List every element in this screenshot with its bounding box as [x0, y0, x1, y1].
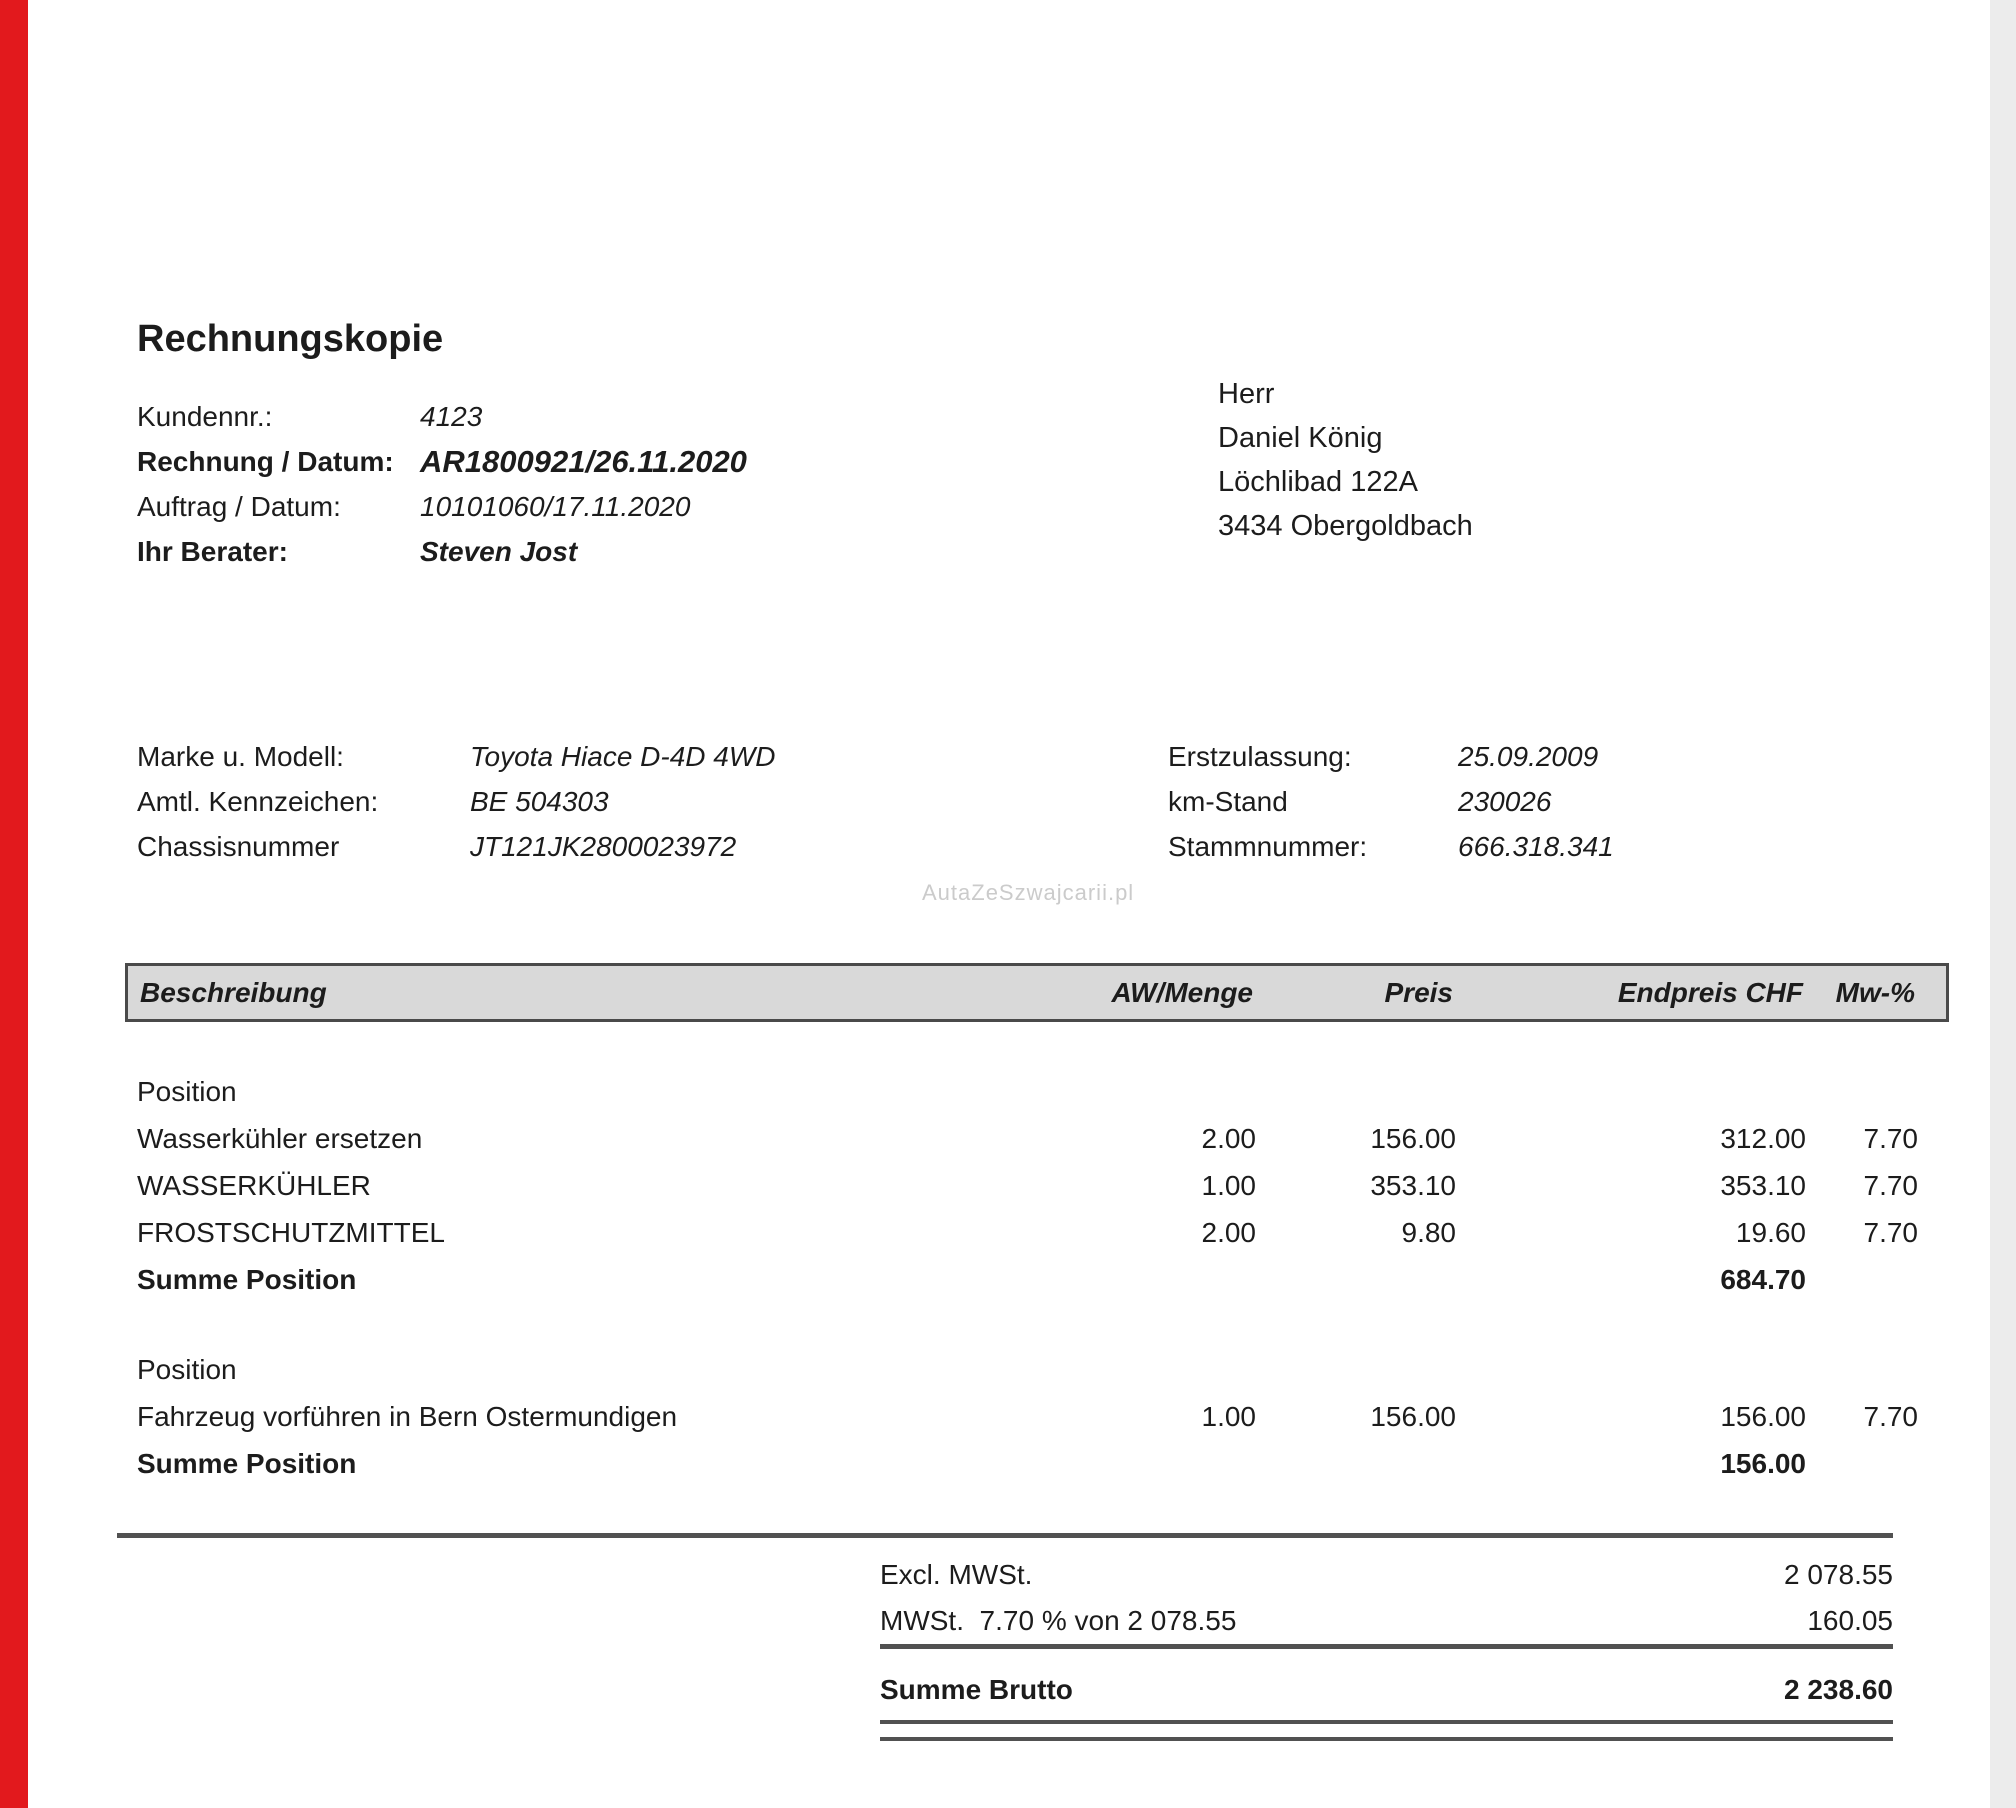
- vehicle-value: 230026: [1458, 785, 1552, 817]
- totals-row-excl: [880, 1552, 1893, 1598]
- totals-value: 160.05: [1807, 1605, 1893, 1636]
- item-description: WASSERKÜHLER: [137, 1169, 371, 1201]
- totals-row-brutto: [880, 1667, 1893, 1713]
- item-qty: 2.00: [1201, 1216, 1256, 1248]
- totals-bottom-rule-2: [880, 1737, 1893, 1741]
- vehicle-value: Toyota Hiace D-4D 4WD: [470, 740, 776, 772]
- section-heading: [125, 1346, 1949, 1393]
- vehicle-value: JT121JK2800023972: [470, 830, 737, 862]
- right-gray-strip: [1990, 0, 2016, 1808]
- section-heading-label: Position: [137, 1353, 237, 1385]
- vehicle-label: Marke u. Modell:: [137, 740, 344, 772]
- item-qty: 1.00: [1201, 1400, 1256, 1432]
- meta-value: 10101060/17.11.2020: [420, 490, 691, 522]
- item-qty: 1.00: [1201, 1169, 1256, 1201]
- totals-top-rule: [117, 1533, 1893, 1538]
- table-body: [125, 1068, 1949, 1487]
- recipient-address: [1218, 372, 1473, 548]
- totals-label: Summe Brutto: [880, 1674, 1073, 1705]
- invoice-meta-block: [137, 394, 747, 574]
- column-header-mwst: Mw-%: [1835, 976, 1915, 1008]
- totals-label: MWSt. 7.70 % von 2 078.55: [880, 1605, 1237, 1636]
- item-price: 9.80: [1401, 1216, 1456, 1248]
- totals-row-mwst: [880, 1598, 1893, 1644]
- column-header-endpreis: Endpreis CHF: [1617, 976, 1803, 1008]
- item-vat: 7.70: [1863, 1216, 1918, 1248]
- recipient-city: 3434 Obergoldbach: [1218, 510, 1473, 542]
- item-price: 156.00: [1370, 1122, 1456, 1154]
- meta-label: Kundennr.:: [137, 400, 273, 432]
- totals-mid-rule: [880, 1644, 1893, 1649]
- section-heading: [125, 1068, 1949, 1115]
- section-sum-row: [125, 1440, 1949, 1487]
- recipient-salutation: Herr: [1218, 378, 1275, 410]
- table-row: [125, 1115, 1949, 1162]
- meta-label: Ihr Berater:: [137, 535, 288, 567]
- column-header-preis: Preis: [1384, 976, 1453, 1008]
- totals-bottom-rule-1: [880, 1720, 1893, 1724]
- vehicle-label: Amtl. Kennzeichen:: [137, 785, 379, 817]
- table-row: [125, 1162, 1949, 1209]
- meta-row-berater: [137, 529, 747, 574]
- meta-label: Rechnung / Datum:: [137, 445, 394, 477]
- meta-label: Auftrag / Datum:: [137, 490, 341, 522]
- item-description: Fahrzeug vorführen in Bern Ostermundigen: [137, 1400, 678, 1432]
- vehicle-info-left: [137, 734, 776, 869]
- section-sum-label: Summe Position: [137, 1447, 357, 1479]
- item-total: 156.00: [1720, 1400, 1806, 1432]
- totals-label: Excl. MWSt.: [880, 1559, 1033, 1590]
- item-total: 19.60: [1735, 1216, 1806, 1248]
- vehicle-value: 666.318.341: [1458, 830, 1614, 862]
- vehicle-row-kmstand: [1168, 779, 1614, 824]
- item-vat: 7.70: [1863, 1122, 1918, 1154]
- item-vat: 7.70: [1863, 1169, 1918, 1201]
- section-gap: [125, 1303, 1949, 1346]
- section-sum-label: Summe Position: [137, 1263, 357, 1295]
- meta-row-kundennr: [137, 394, 747, 439]
- meta-value: AR1800921/26.11.2020: [420, 443, 747, 479]
- meta-value: 4123: [420, 400, 483, 432]
- table-row: [125, 1393, 1949, 1440]
- totals-block: [880, 1552, 1893, 1741]
- table-row: [125, 1209, 1949, 1256]
- vehicle-value: BE 504303: [470, 785, 609, 817]
- table-header: [125, 963, 1949, 1022]
- column-header-beschreibung: Beschreibung: [140, 976, 327, 1008]
- section-sum-value: 156.00: [1720, 1447, 1806, 1479]
- meta-row-rechnung-datum: [137, 439, 747, 484]
- totals-value: 2 078.55: [1784, 1559, 1893, 1590]
- item-vat: 7.70: [1863, 1400, 1918, 1432]
- vehicle-row-stammnummer: [1168, 824, 1614, 869]
- item-description: FROSTSCHUTZMITTEL: [137, 1216, 445, 1248]
- vehicle-row-chassis: [137, 824, 776, 869]
- vehicle-label: Stammnummer:: [1168, 830, 1368, 862]
- document-title: Rechnungskopie: [137, 318, 444, 360]
- section-heading-label: Position: [137, 1075, 237, 1107]
- vehicle-label: Chassisnummer: [137, 830, 340, 862]
- section-sum-row: [125, 1256, 1949, 1303]
- meta-row-auftrag-datum: [137, 484, 747, 529]
- left-red-strip: [0, 0, 28, 1808]
- item-description: Wasserkühler ersetzen: [137, 1122, 423, 1154]
- column-header-aw-menge: AW/Menge: [1111, 976, 1253, 1008]
- recipient-name: Daniel König: [1218, 422, 1383, 454]
- vehicle-label: Erstzulassung:: [1168, 740, 1352, 772]
- vehicle-row-erstzulassung: [1168, 734, 1614, 779]
- meta-value: Steven Jost: [420, 535, 578, 567]
- recipient-street: Löchlibad 122A: [1218, 466, 1418, 498]
- vehicle-label: km-Stand: [1168, 785, 1288, 817]
- section-sum-value: 684.70: [1720, 1263, 1806, 1295]
- item-total: 312.00: [1720, 1122, 1806, 1154]
- item-price: 156.00: [1370, 1400, 1456, 1432]
- item-qty: 2.00: [1201, 1122, 1256, 1154]
- item-total: 353.10: [1720, 1169, 1806, 1201]
- watermark: AutaZeSzwajcarii.pl: [922, 880, 1135, 905]
- vehicle-value: 25.09.2009: [1458, 740, 1599, 772]
- vehicle-info-right: [1168, 734, 1614, 869]
- totals-value: 2 238.60: [1784, 1674, 1893, 1705]
- vehicle-row-kennzeichen: [137, 779, 776, 824]
- item-price: 353.10: [1370, 1169, 1456, 1201]
- vehicle-row-modell: [137, 734, 776, 779]
